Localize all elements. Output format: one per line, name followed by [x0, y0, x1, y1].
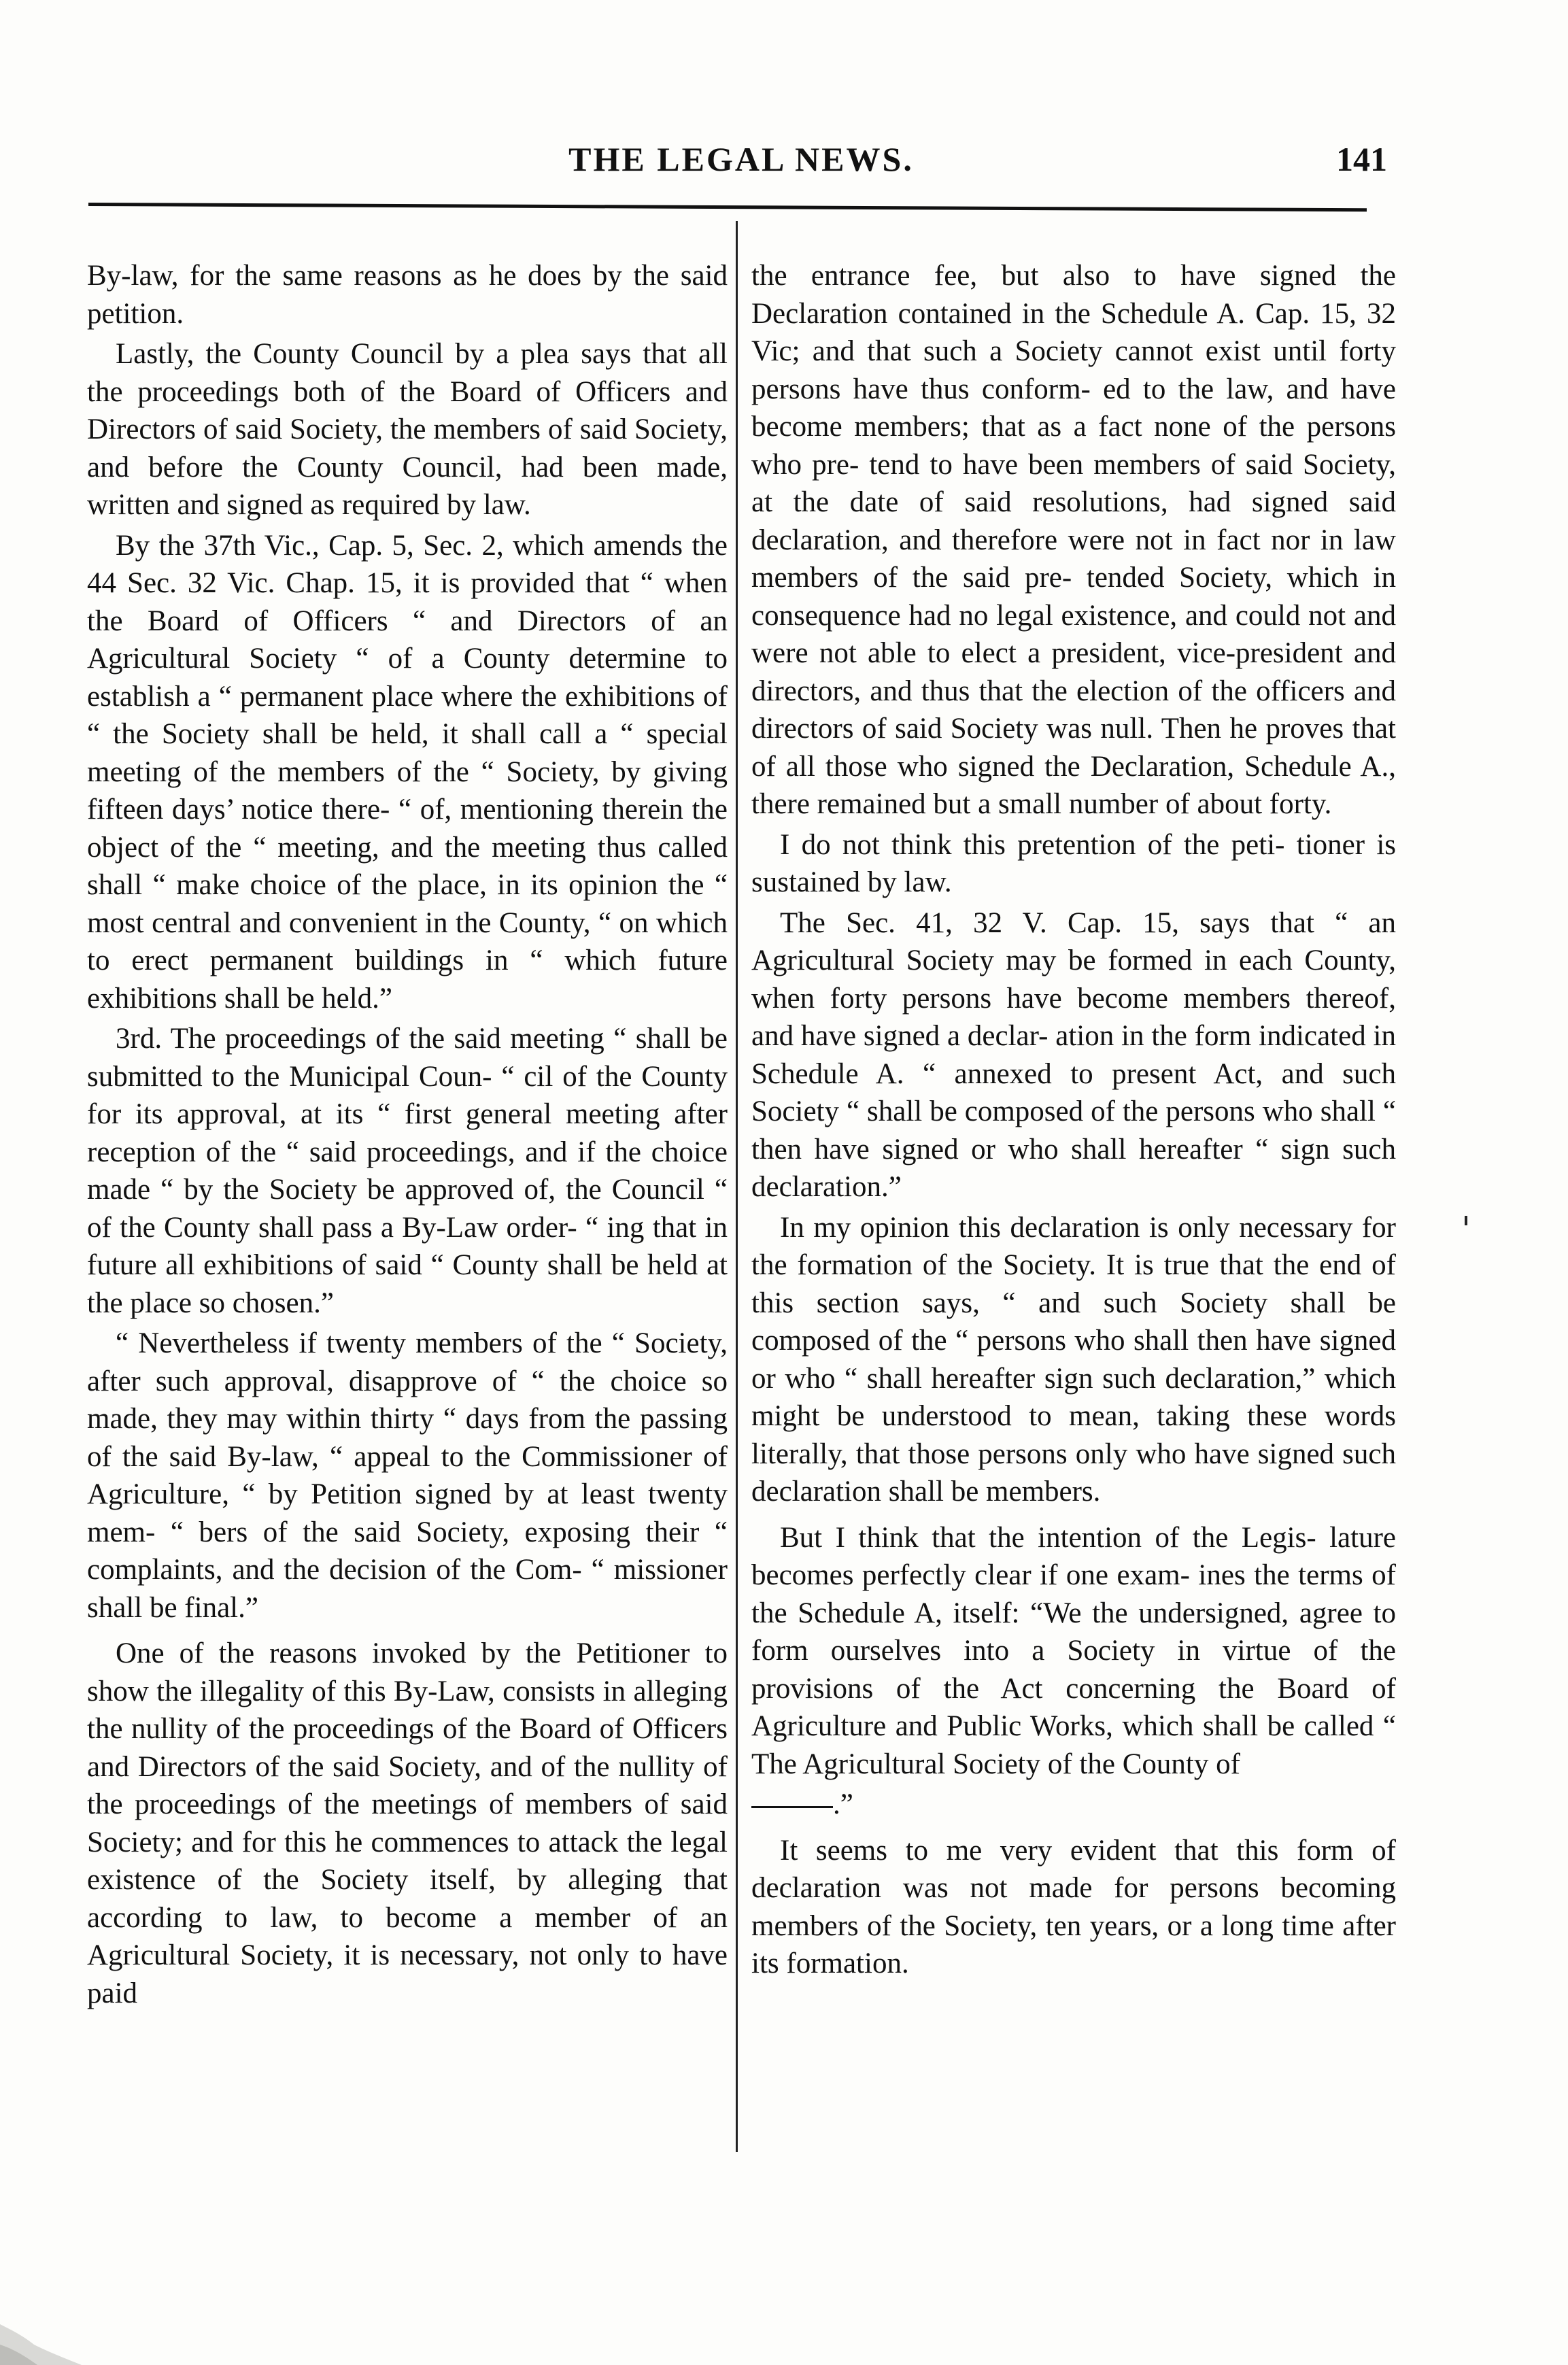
schedule-blank-line — [751, 1786, 1396, 1824]
paragraph: The Sec. 41, 32 V. Cap. 15, says that “ an Agricultural Society may be formed in each County, when forty persons have become members thereof, and have signed a declar- ation in the form indicated in Schedule A. “ annexed to present Act, and such Society “ shall be composed of the persons who shall “ then have signed or who shall hereafter “ sign such declaration.” — [751, 906, 1396, 1203]
paragraph: One of the reasons invoked by the Petitioner to show the illegality of this By-Law, consists in alleging the nullity of the proceedings of the Board of Officers and Directors of the said Society, and of the nullity of the proceedings of the meetings of members of said Society; and for this he commences to attack the legal existence of the Society itself, by alleging that according to law, to become a member of an Agricultural Society, it is necessary, not only to have paid — [87, 1637, 728, 2009]
paragraph: the entrance fee, but also to have signed the Declaration contained in the Schedule A. Cap. 15, 32 Vic; and that such a Society cannot exist until forty persons have thus conform- ed to the law, and have become members; that as a fact none of the persons who pre- tend to have been members of said Society, at the date of said resolutions, had signed said declaration, and therefore were not in fact nor in law members of the said pre- tended Society, which in consequence had no legal existence, and could not and were not able to elect a president, vice-president and directors, and thus that the election of the officers and directors of said Society was null. Then he proves that of all those who signed the Declaration, Schedule A., there remained but a small number of about forty. — [751, 260, 1396, 820]
page-edge-wear — [0, 2283, 109, 2365]
paragraph: Lastly, the County Council by a plea says that all the proceedings both of the Board of Officers and Directors of said Society, the members of said Society, and before the County Council, had been made, written and signed as required by law. — [87, 338, 728, 521]
paragraph: But I think that the intention of the Legis- lature becomes perfectly clear if one exam- ines the terms of the Schedule A, itself: “We the undersigned, agree to form ourselves into a Society in virtue of the provisions of the Act concerning the Board of Agriculture and Public Works, which shall be called “ The Agricultural Society of the County of — [751, 1521, 1396, 1780]
paragraph: In my opinion this declaration is only necessary for the formation of the Society. It is true that the end of this section says, “ and such Society shall be composed of the “ persons who shall then have signed or who “ shall hereafter sign such declaration,” which might be understood to mean, taking these words literally, that those persons only who have signed such declaration shall be members. — [751, 1211, 1396, 1508]
paragraph: It seems to me very evident that this form of declaration was not made for persons becoming members of the Society, ten years, or a long time after its formation. — [751, 1834, 1396, 1979]
column-divider — [736, 221, 738, 2152]
blank-line-close: .” — [833, 1788, 853, 1820]
running-header — [88, 139, 1394, 194]
margin-mark — [1465, 1216, 1467, 1225]
page-number: 141 — [1336, 140, 1387, 178]
paragraph: “ Nevertheless if twenty members of the “ Society, after such approval, disapprove of “ the choice so made, they may within thirty “ days from the passing of the said By-law, “ appeal to the Commissioner of Agriculture, “ by Petition signed by at least twenty mem- “ bers of the said Society, exposing their “ complaints, and the decision of the Com- “ missioner shall be final.” — [87, 1327, 728, 1624]
right-column — [751, 257, 1396, 1983]
paragraph: I do not think this pretention of the peti- tioner is sustained by law. — [751, 828, 1396, 898]
publication-title: THE LEGAL NEWS. — [568, 140, 914, 178]
blank-line — [751, 1805, 833, 1808]
header-rule — [88, 203, 1367, 211]
paragraph: 3rd. The proceedings of the said meeting “ shall be submitted to the Municipal Coun- “ cil of the County for its approval, at its “ first general meeting after reception of the “ said proceedings, and if the choice made “ by the Society be approved of, the Council “ of the County shall pass a By-Law order- “ ing that in future all exhibitions of said “ County shall be held at the place so chosen.” — [87, 1023, 728, 1319]
paragraph: By the 37th Vic., Cap. 5, Sec. 2, which amends the 44 Sec. 32 Vic. Chap. 15, it is provided that “ when the Board of Officers “ and Directors of an Agricultural Society “ of a County determine to establish a “ permanent place where the exhibitions of “ the Society shall be held, it shall call a “ special meeting of the members of the “ Society, by giving fifteen days’ notice there- “ of, mentioning therein the object of the “ meeting, and the meeting thus called shall “ make choice of the place, in its opinion the “ most central and convenient in the County, “ on which to erect permanent buildings in “ which future exhibitions shall be held.” — [87, 529, 728, 1015]
paragraph: By-law, for the same reasons as he does by the said petition. — [87, 260, 728, 330]
left-column — [87, 257, 728, 2012]
